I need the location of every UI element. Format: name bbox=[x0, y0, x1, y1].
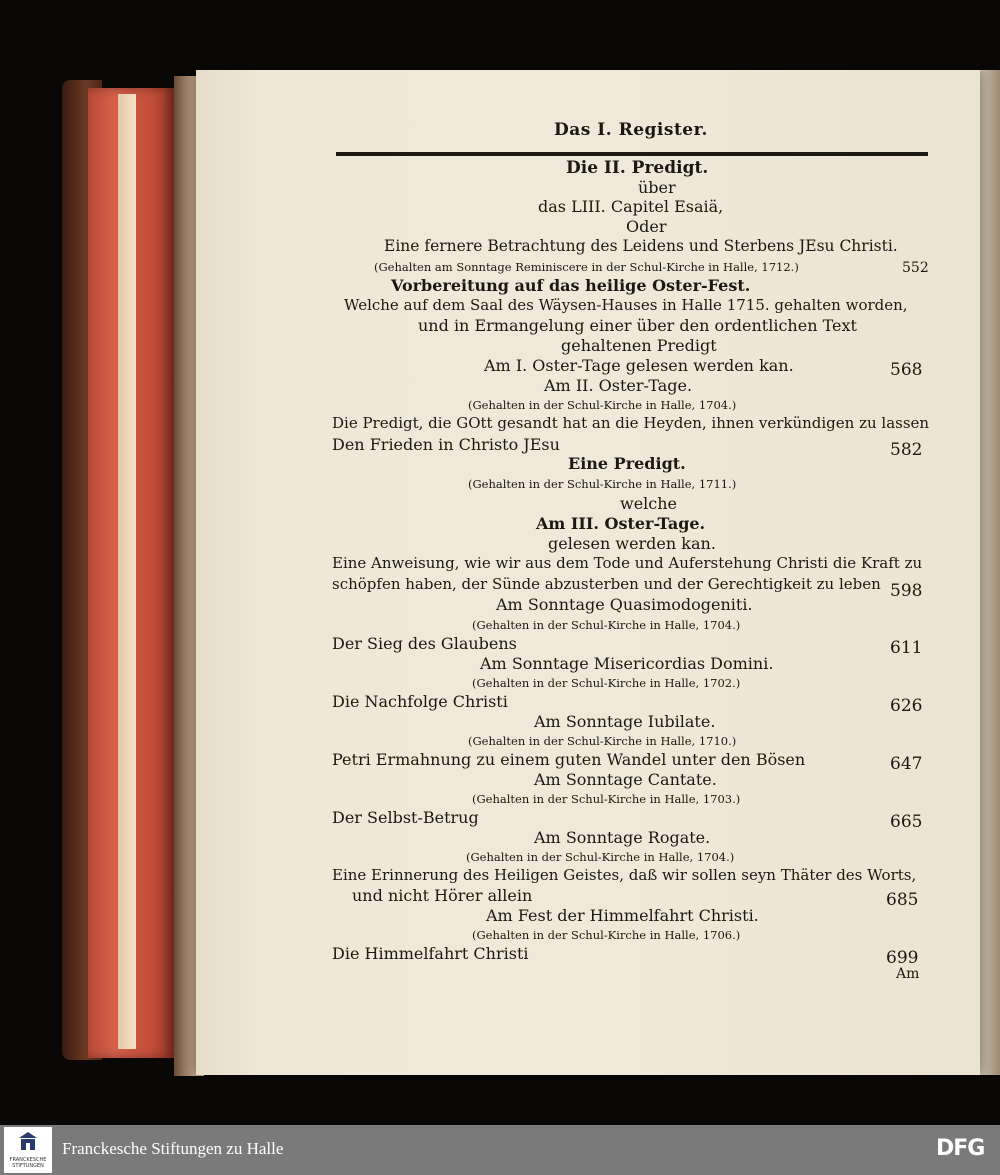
entry-note: (Gehalten in der Schul-Kirche in Halle, 1702.) bbox=[472, 676, 741, 690]
entry-line: Eine fernere Betrachtung des Leidens und Sterbens JEsu Christi. bbox=[384, 237, 898, 255]
entry-note: (Gehalten in der Schul-Kirche in Halle, 1706.) bbox=[472, 928, 741, 942]
entry-line: gelesen werden kan. bbox=[548, 534, 716, 553]
header-rule bbox=[336, 152, 928, 156]
entry-line: Eine Erinnerung des Heiligen Geistes, daß wir sollen seyn Thäter des Worts, bbox=[332, 866, 917, 884]
entry-title: Eine Predigt. bbox=[568, 454, 686, 473]
entry-line: Der Sieg des Glaubens bbox=[332, 634, 517, 653]
page-number: 568 bbox=[890, 360, 923, 380]
logo-text-line: FRANCKESCHE bbox=[9, 1157, 47, 1163]
entry-title: Am Sonntage Misericordias Domini. bbox=[480, 654, 774, 673]
entry-line: welche bbox=[620, 494, 678, 513]
page-number: 685 bbox=[886, 890, 919, 910]
entry-line: gehaltenen Predigt bbox=[561, 336, 717, 355]
entry-line: Am II. Oster-Tage. bbox=[544, 376, 693, 395]
dfg-logo[interactable]: DFG bbox=[936, 1136, 985, 1161]
page-right-edge bbox=[978, 70, 1000, 1075]
entry-note: (Gehalten in der Schul-Kirche in Halle, 1704.) bbox=[468, 398, 737, 412]
entry-line: Eine Anweisung, wie wir aus dem Tode und Auferstehung Christi die Kraft zu bbox=[332, 554, 923, 572]
institution-logo[interactable] bbox=[4, 1127, 52, 1173]
entry-line: schöpfen haben, der Sünde abzusterben und der Gerechtigkeit zu leben bbox=[332, 575, 881, 593]
entry-line: Den Frieden in Christo JEsu bbox=[332, 435, 560, 454]
book-page bbox=[196, 70, 980, 1075]
entry-note: (Gehalten in der Schul-Kirche in Halle, 1703.) bbox=[472, 792, 741, 806]
page-number: 611 bbox=[890, 638, 923, 658]
entry-title: Am Sonntage Iubilate. bbox=[534, 712, 716, 731]
entry-line: Petri Ermahnung zu einem guten Wandel unter den Bösen bbox=[332, 750, 806, 769]
entry-note: (Gehalten in der Schul-Kirche in Halle, 1711.) bbox=[468, 477, 737, 491]
page-block-strip bbox=[118, 94, 136, 1049]
entry-title: Die II. Predigt. bbox=[566, 158, 709, 178]
entry-note: (Gehalten in der Schul-Kirche in Halle, 1704.) bbox=[472, 618, 741, 632]
page-header: Das I. Register. bbox=[554, 120, 708, 140]
entry-title: Am Sonntage Quasimodogeniti. bbox=[496, 595, 753, 614]
page-number: 647 bbox=[890, 754, 923, 774]
page-number: 626 bbox=[890, 696, 923, 716]
entry-title: Am Sonntage Cantate. bbox=[534, 770, 717, 789]
entry-line: Die Himmelfahrt Christi bbox=[332, 944, 529, 963]
page-number: 699 bbox=[886, 948, 919, 968]
entry-line: Der Selbst-Betrug bbox=[332, 808, 479, 827]
entry-note: (Gehalten in der Schul-Kirche in Halle, 1704.) bbox=[466, 850, 735, 864]
entry-line: Oder bbox=[626, 217, 667, 236]
entry-note: (Gehalten in der Schul-Kirche in Halle, 1710.) bbox=[468, 734, 737, 748]
institution-name[interactable]: Franckesche Stiftungen zu Halle bbox=[62, 1139, 284, 1158]
entry-title: Am Sonntage Rogate. bbox=[534, 828, 711, 847]
entry-line: Die Nachfolge Christi bbox=[332, 692, 508, 711]
catchword: Am bbox=[896, 966, 920, 982]
page-number: 598 bbox=[890, 581, 923, 601]
entry-note: (Gehalten am Sonntage Reminiscere in der Schul-Kirche in Halle, 1712.) bbox=[374, 260, 799, 274]
page-number: 665 bbox=[890, 812, 923, 832]
building-icon bbox=[16, 1130, 40, 1154]
entry-line: und nicht Hörer allein bbox=[352, 886, 533, 905]
entry-line: Am I. Oster-Tage gelesen werden kan. bbox=[484, 356, 794, 375]
page-number: 582 bbox=[890, 440, 923, 460]
entry-line: Die Predigt, die GOtt gesandt hat an die Heyden, ihnen verkündigen zu lassen bbox=[332, 414, 930, 432]
page-number: 552 bbox=[902, 260, 929, 276]
entry-title: Vorbereitung auf das heilige Oster-Fest. bbox=[391, 276, 751, 295]
logo-text-line: STIFTUNGEN bbox=[12, 1163, 44, 1169]
entry-line: und in Ermangelung einer über den ordentlichen Text bbox=[418, 316, 857, 335]
entry-line: Welche auf dem Saal des Wäysen-Hauses in Halle 1715. gehalten worden, bbox=[344, 296, 908, 314]
entry-line: das LIII. Capitel Esaiä, bbox=[538, 197, 724, 216]
entry-title: Am III. Oster-Tage. bbox=[536, 514, 706, 533]
entry-line: über bbox=[638, 178, 676, 197]
entry-title: Am Fest der Himmelfahrt Christi. bbox=[486, 906, 759, 925]
